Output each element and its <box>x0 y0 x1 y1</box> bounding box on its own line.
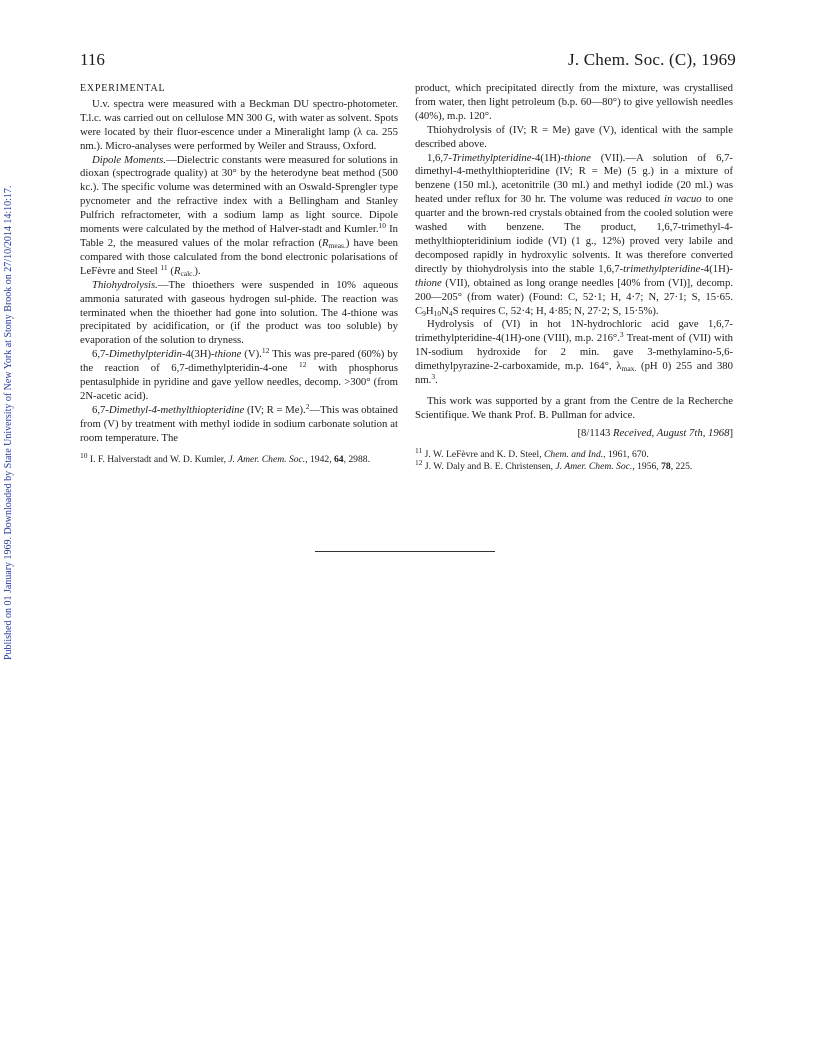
trimethylpteridinethione-paragraph: 1,6,7-Trimethylpteridine-4(1H)-thione (VII).—A solution of 6,7-dimethyl-4-methylthiopteridine (IV; R = Me) (5 g.) in a mixture of benzene (150 ml.), acetonitrile (30 ml.) and methyl iodide (20 ml.) was heated under reflux for 30 hr. The volume was reduced in vacuo to one quarter and the brown-red crystals obtained from the cooled solution were washed with benzene. The product, 1,6,7-trimethyl-4-methylthiopteridinium iodide (VI) (1 g., 12%) proved very labile and decomposed rapidly in hydroxylic solvents. It was therefore converted directly by thiohydrolysis into the stable 1,6,7-trimethylpteridine-4(1H)-thione (VII), obtained as long orange needles [40% from (VI)], decomp. 200—205° (from water) (Found: C, 52·1; H, 4·7; N, 27·1; S, 15·65. $C_9H_{10}N_4S$ requires C, 52·4; H, 4·85; N, 27·2; S, 15·5%). <box>415 151 734 318</box>
footnotes-right <box>415 445 733 473</box>
ref-3: 3 <box>619 330 624 340</box>
end-of-article-rule <box>315 551 495 552</box>
journal-header: J. Chem. Soc. (C), 1969 <box>568 50 736 69</box>
ref-2: 2 <box>305 401 310 411</box>
page-number: 116 <box>80 50 105 69</box>
ref-10: 10 <box>378 221 386 231</box>
hydrolysis-paragraph: Hydrolysis of (VI) in hot 1N-hydrochloric acid gave 1,6,7-trimethylpteridine-4(1H)-one (VIII), m.p. 216°.$^3$ Treat-ment of (VII) with 1N-sodium hydroxide for 2 min. gave 3-methylamino-5,6-dimethylpyrazine-2-carboxamide, m.p. 164°, $\lambda_{max.}$ (pH 0) 255 and 380 nm.$^3$. <box>415 318 734 387</box>
right-column <box>415 82 733 473</box>
footnote-11: $^{11}$ J. W. LeFèvre and K. D. Steel, Chem. and Ind., 1961, 670. <box>415 445 649 460</box>
received-date: [8/1143 Received, August 7th, 1968] <box>577 426 733 439</box>
uv-paragraph: U.v. spectra were measured with a Beckman DU spectro-photometer. T.l.c. was carried out on cellulose MN 300 G, with water as solvent. Spots were located by their fluor-escence under a Mineralight lamp (λ ca. 255 nm.). Micro-analyses were performed by Weiler and Strauss, Oxford. <box>80 97 398 152</box>
dipole-title: Dipole Moments. <box>92 153 166 166</box>
download-watermark-text: Published on 01 January 1969. Downloaded by State University of New York at Stony Brook on 27/10/2014 14:10:17. <box>3 185 14 660</box>
left-column <box>80 82 398 466</box>
footnote-12: $^{12}$ J. W. Daly and B. E. Christensen, J. Amer. Chem. Soc., 1956, 78, 225. <box>415 457 693 472</box>
thiohydrolysis-result-paragraph: Thiohydrolysis of (IV; R = Me) gave (V), identical with the sample described above. <box>415 123 733 150</box>
ref-11: 11 <box>160 262 168 272</box>
thiohydrolysis-paragraph: Thiohydrolysis.—The thioethers were suspended in 10% aqueous ammonia saturated with gaseous hydrogen sul-phide. The reaction was terminated when the thioether had gone into solution. The 4-thione was precipitated by acidification, or (if the product was too soluble) by evaporation of the solution to dryness. <box>80 278 398 347</box>
continued-paragraph: product, which precipitated directly from the mixture, was crystallised from water, then light petroleum (b.p. 60—80°) to give yellowish needles (40%), m.p. 120°. <box>415 82 733 122</box>
dimethylpteridinthione-paragraph: 6,7-Dimethylpteridin-4(3H)-thione (V).$^{12}$ This was pre-pared (60%) by the reaction of 6,7-dimethylpteridin-4-one $^{12}$ with phosphorus pentasulphide in pyridine and gave yellow needles, decomp. >300° (from 2N-acetic acid). <box>80 346 399 402</box>
dipole-paragraph: Dipole Moments.—Dielectric constants were measured for solutions in dioxan (spectrograde quality) at 30° by the heterodyne beat method (500 kc.). The specific volume was determined with an Oswald-Sprengler type pycnometer and the refractive index with a Bellingham and Stanley Pulfrich refractometer, with a sodium lamp as light source. Dipole moments were calculated by the method of Halver-stadt and Kumler.$^{10}$ In Table 2, the measured values of the molar refraction $(R_{meas.})$ have been compared with those calculated from the bond electronic polarisations of LeFèvre and Steel $^{11}$ $(R_{calc.})$. <box>80 153 398 278</box>
thiohydrolysis-title: Thiohydrolysis. <box>92 278 158 291</box>
acknowledgement-paragraph: This work was supported by a grant from the Centre de la Recherche Scientifique. We thank Prof. B. Pullman for advice. <box>415 394 733 421</box>
methylthiopteridine-paragraph: 6,7-Dimethyl-4-methylthiopteridine (IV; R = Me).$^2$—This was obtained from (V) by treatment with methyl iodide in sodium carbonate solution at room temperature. The <box>80 401 398 444</box>
ref-12: 12 <box>261 346 270 356</box>
footnote-10: $^{10}$ I. F. Halverstadt and W. D. Kumler, J. Amer. Chem. Soc., 1942, 64, 2988. <box>80 450 370 465</box>
section-heading: EXPERIMENTAL <box>80 83 166 94</box>
download-watermark <box>0 0 24 1061</box>
footnotes-left <box>80 450 398 466</box>
